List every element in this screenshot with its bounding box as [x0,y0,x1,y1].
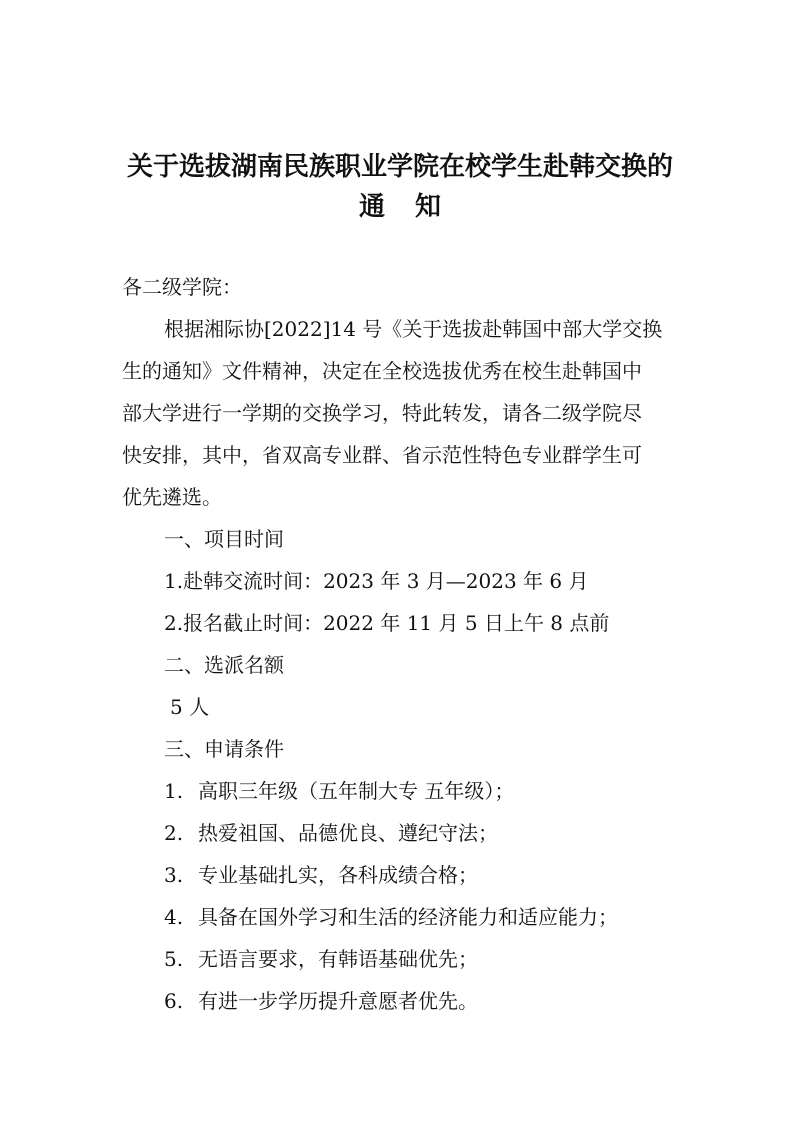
requirement-text: 无语言要求，有韩语基础优先； [198,947,478,971]
requirement-text: 具备在国外学习和生活的经济能力和适应能力； [198,905,618,929]
section-heading-requirements: 三、申请条件 [164,737,284,761]
requirement-item [164,904,618,930]
paragraph-line: 优先遴选。 [122,485,222,509]
document-title-line1: 关于选拔湖南民族职业学院在校学生赴韩交换的 [126,152,673,182]
paragraph-line: 部大学进行一学期的交换学习，特此转发，请各二级学院尽 [122,401,642,425]
requirement-number: 6. [164,989,184,1013]
requirement-item [164,988,478,1014]
requirement-text: 高职三年级（五年制大专 五年级）； [198,779,515,803]
requirement-number: 4. [164,905,184,929]
addressee: 各二级学院： [122,275,242,299]
project-time-item: 2.报名截止时间：2022 年 11 月 5 日上午 8 点前 [164,611,610,635]
requirement-item [164,862,478,888]
section-heading-quota: 二、选派名额 [164,653,284,677]
project-time-item: 1.赴韩交流时间：2023 年 3 月—2023 年 6 月 [164,569,589,593]
paragraph-line: 快安排，其中，省双高专业群、省示范性特色专业群学生可 [122,443,642,467]
requirement-number: 1. [164,779,184,803]
requirement-item [164,946,478,972]
section-heading-project-time: 一、项目时间 [164,527,284,551]
paragraph-line: 生的通知》文件精神，决定在全校选拔优秀在校生赴韩国中 [122,359,642,383]
requirement-text: 热爱祖国、品德优良、遵纪守法； [198,821,498,845]
document-title-line2: 通知 [358,192,471,222]
requirement-number: 2. [164,821,184,845]
requirement-number: 5. [164,947,184,971]
paragraph-line: 根据湘际协[2022]14 号《关于选拔赴韩国中部大学交换 [164,317,663,341]
requirement-item [164,778,514,804]
quota-value: 5 人 [170,695,210,719]
requirement-number: 3. [164,863,184,887]
requirement-item [164,820,498,846]
requirement-text: 专业基础扎实，各科成绩合格； [198,863,478,887]
requirement-text: 有进一步学历提升意愿者优先。 [198,989,478,1013]
